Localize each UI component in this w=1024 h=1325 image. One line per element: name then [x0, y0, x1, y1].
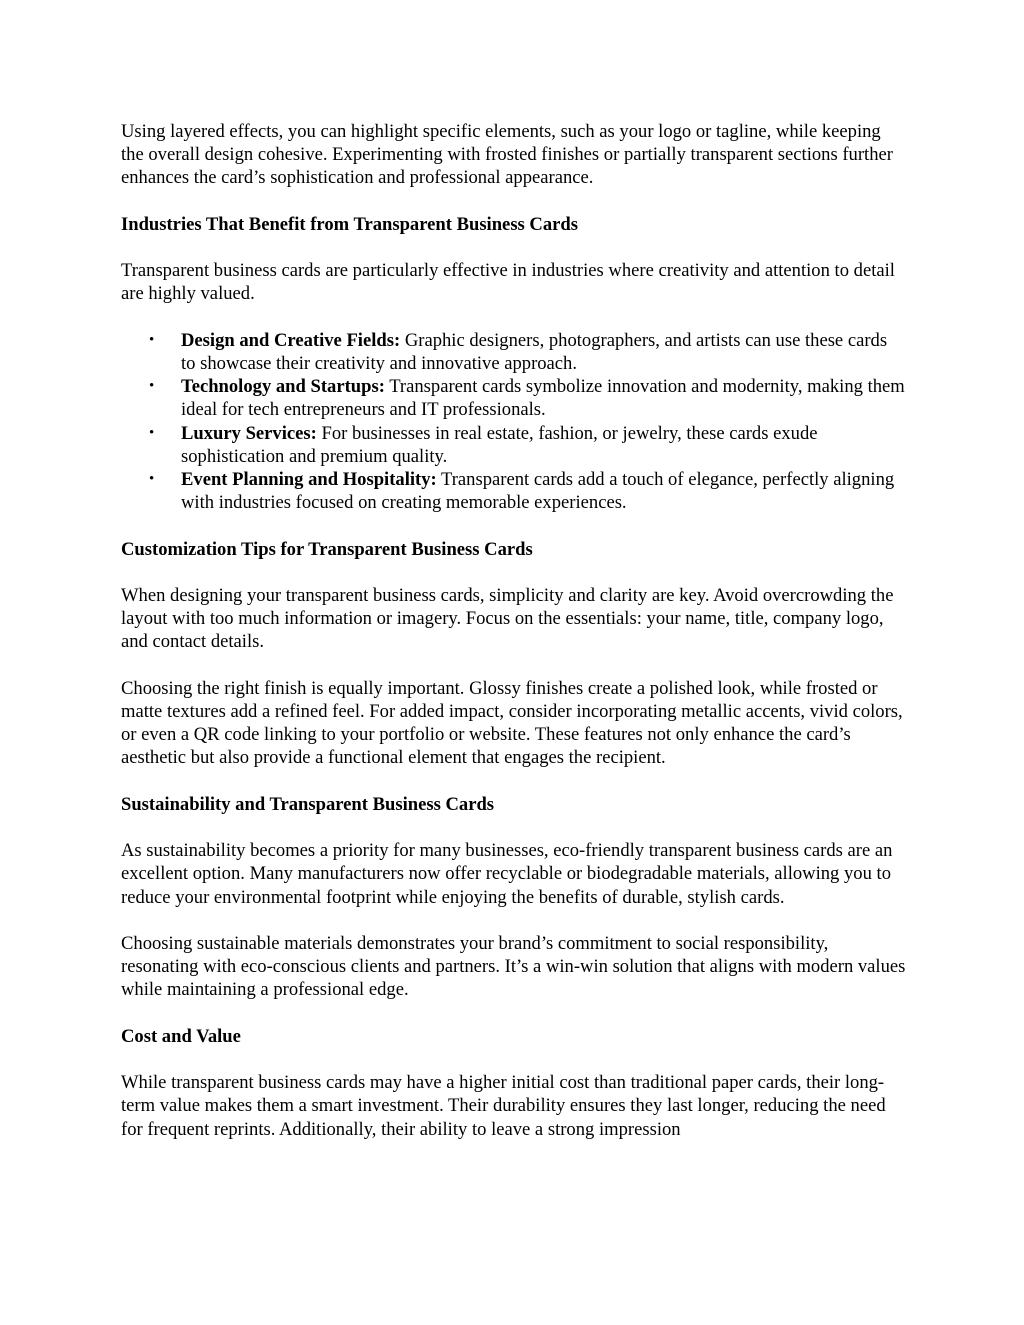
list-item-text: Transparent cards add a touch of elegance, perfectly aligning with industries focused on creating memorable experiences. [181, 469, 895, 514]
industries-intro-paragraph: Transparent business cards are particularly effective in industries where creativity and attention to detail are highly valued. [121, 260, 895, 305]
list-item [149, 422, 906, 468]
customization-paragraph-1: When designing your transparent business cards, simplicity and clarity are key. Avoid overcrowding the layout with too much information or imagery. Focus on the essentials: your name, title, company logo, and contact details. [121, 584, 894, 653]
bullet-icon: • [149, 378, 155, 395]
list-item-title: Technology and Startups: [181, 376, 385, 398]
cost-heading: Cost and Value [121, 1025, 241, 1047]
bullet-icon: • [149, 424, 155, 441]
intro-paragraph: Using layered effects, you can highlight specific elements, such as your logo or tagline, while keeping the overall design cohesive. Experimenting with frosted finishes or partially transparent sections further enhances the card’s sophistication and professional appearance. [121, 121, 893, 189]
list-item [149, 375, 906, 421]
list-item-title: Luxury Services: [181, 422, 317, 444]
list-item-title: Event Planning and Hospitality: [181, 469, 437, 490]
cost-paragraph-1: While transparent business cards may have a higher initial cost than traditional paper cards, their long-term value makes them a smart investment. Their durability ensures they last longer, reducing the need for frequent reprints. Additionally, their ability to leave a strong impression [121, 1072, 886, 1140]
document-page [121, 120, 906, 1164]
customization-paragraph-2: Choosing the right finish is equally important. Glossy finishes create a polished look, while frosted or matte textures add a refined feel. For added impact, consider incorporating metallic accents, vivid colors, or even a QR code linking to your portfolio or website. These features not only enhance the card’s aesthetic but also provide a functional element that engages the recipient. [121, 677, 903, 769]
sustainability-paragraph-1: As sustainability becomes a priority for many businesses, eco-friendly transparent business cards are an excellent option. Many manufacturers now offer recyclable or biodegradable materials, allowing you to reduce your environmental footprint while enjoying the benefits of durable, stylish cards. [121, 840, 893, 908]
list-item-text: Graphic designers, photographers, and artists can use these cards to showcase their creativity and innovative approach. [181, 329, 888, 374]
sustainability-paragraph-2: Choosing sustainable materials demonstrates your brand’s commitment to social responsibility, resonating with eco-conscious clients and partners. It’s a win-win solution that aligns with modern values while maintaining a professional edge. [121, 932, 906, 1001]
sustainability-heading: Sustainability and Transparent Business Cards [121, 793, 495, 815]
industries-list [121, 329, 906, 515]
list-item-text: For businesses in real estate, fashion, or jewelry, these cards exude sophistication and premium quality. [181, 422, 818, 467]
list-item-text: Transparent cards symbolize innovation and modernity, making them ideal for tech entrepreneurs and IT professionals. [181, 376, 905, 421]
list-item [149, 468, 906, 514]
industries-heading: Industries That Benefit from Transparent Business Cards [121, 213, 578, 235]
bullet-icon: • [149, 331, 155, 348]
customization-heading: Customization Tips for Transparent Business Cards [121, 538, 533, 560]
list-item-title: Design and Creative Fields: [181, 329, 401, 351]
list-item [149, 329, 906, 375]
bullet-icon: • [149, 471, 155, 487]
